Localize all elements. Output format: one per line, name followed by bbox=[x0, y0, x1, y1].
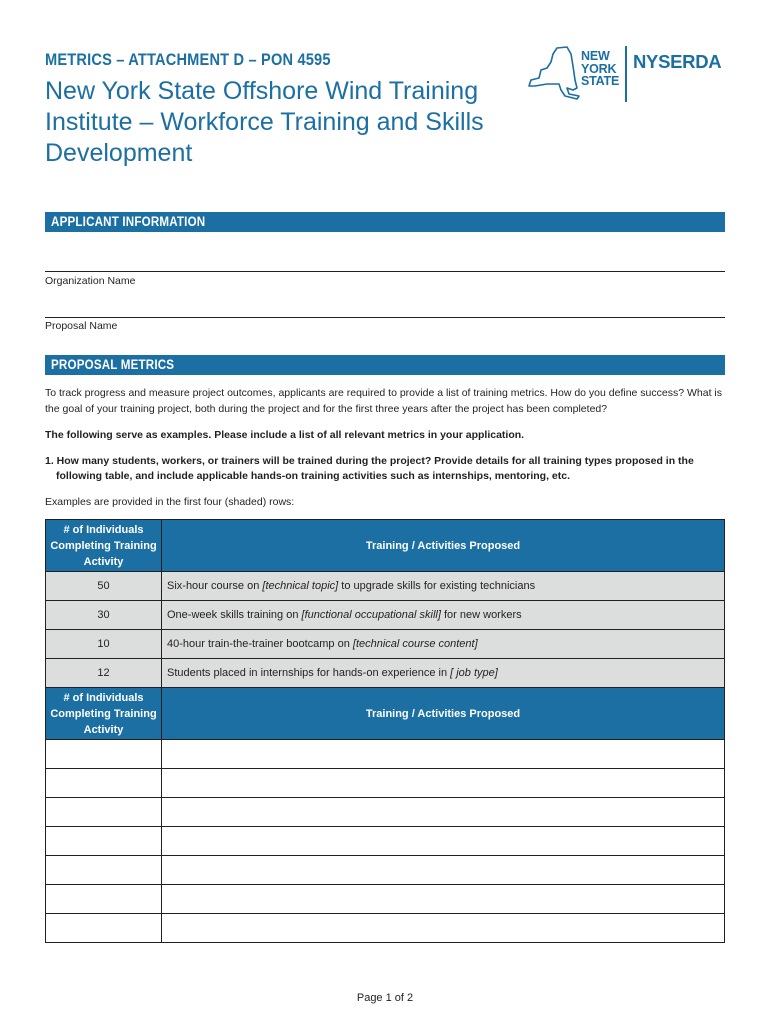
blank-row bbox=[46, 798, 725, 827]
activity-cell[interactable] bbox=[162, 885, 725, 914]
individuals-count-cell[interactable] bbox=[46, 740, 162, 769]
activity-text: One-week skills training on bbox=[167, 609, 302, 621]
individuals-count-cell[interactable] bbox=[46, 798, 162, 827]
activity-cell[interactable] bbox=[162, 798, 725, 827]
example-row bbox=[46, 572, 725, 601]
table-header-row bbox=[46, 520, 725, 572]
page-title: New York State Offshore Wind Training Institute – Workforce Training and Skills Development bbox=[45, 77, 484, 167]
nys-line-3: STATE bbox=[581, 74, 620, 88]
metrics-section-title: PROPOSAL METRICS bbox=[51, 357, 175, 372]
activity-placeholder: [ job type] bbox=[450, 667, 498, 679]
activity-text-end: to upgrade skills for existing technicians bbox=[338, 580, 536, 592]
activity-cell[interactable] bbox=[162, 827, 725, 856]
metrics-intro: To track progress and measure project outcomes, applicants are required to provide a list of training metrics. How do you define success? What is the goal of your training project, both during the project and for the first three years after the project has been completed? bbox=[45, 387, 722, 415]
example-count: 10 bbox=[46, 630, 162, 659]
new-york-state-map-icon bbox=[527, 44, 583, 100]
proposal-name-label: Proposal Name bbox=[45, 320, 118, 332]
activity-text-end: for new workers bbox=[440, 609, 522, 621]
individuals-count-cell[interactable] bbox=[46, 914, 162, 943]
metrics-section-header bbox=[45, 355, 725, 375]
col-individuals-header: # of Individuals Completing Training Activity bbox=[46, 520, 162, 572]
nyserda-wordmark: NYSERDA bbox=[633, 51, 722, 72]
question-1-line-2: following table, and include applicable hands-on training activities such as internships, mentoring, etc. bbox=[56, 470, 570, 482]
individuals-count-cell[interactable] bbox=[46, 856, 162, 885]
activity-cell[interactable] bbox=[162, 740, 725, 769]
applicant-section-title: APPLICANT INFORMATION bbox=[51, 214, 206, 229]
activity-placeholder: [technical topic] bbox=[262, 580, 339, 592]
attachment-title: METRICS – ATTACHMENT D – PON 4595 bbox=[45, 50, 331, 69]
table-header-row-2 bbox=[46, 688, 725, 740]
example-row bbox=[46, 630, 725, 659]
blank-row bbox=[46, 827, 725, 856]
example-row bbox=[46, 601, 725, 630]
example-activity bbox=[162, 630, 725, 659]
activity-text: Six-hour course on bbox=[167, 580, 263, 592]
blank-row bbox=[46, 856, 725, 885]
organization-name-field[interactable] bbox=[45, 271, 725, 272]
activity-placeholder: [functional occupational skill] bbox=[301, 609, 441, 621]
activity-text: Students placed in internships for hands-on experience in bbox=[167, 667, 451, 679]
question-1-line-1: 1. How many students, workers, or trainers will be trained during the project? Provide details for all training types proposed in the bbox=[45, 455, 694, 467]
organization-name-label: Organization Name bbox=[45, 275, 136, 287]
col-individuals-header-2: # of Individuals Completing Training Activity bbox=[46, 688, 162, 740]
nys-line-1: NEW bbox=[581, 49, 610, 63]
shaded-rows-note: Examples are provided in the first four (shaded) rows: bbox=[45, 496, 295, 508]
example-count: 30 bbox=[46, 601, 162, 630]
activity-cell[interactable] bbox=[162, 914, 725, 943]
example-activity bbox=[162, 601, 725, 630]
example-count: 12 bbox=[46, 659, 162, 688]
blank-row bbox=[46, 914, 725, 943]
new-york-state-wordmark bbox=[581, 50, 619, 88]
individuals-count-cell[interactable] bbox=[46, 885, 162, 914]
example-count: 50 bbox=[46, 572, 162, 601]
nys-line-2: YORK bbox=[581, 61, 617, 76]
example-activity bbox=[162, 659, 725, 688]
logo-divider bbox=[625, 46, 627, 102]
question-1 bbox=[45, 454, 735, 484]
applicant-section-header bbox=[45, 212, 725, 232]
activity-placeholder: [technical course content] bbox=[352, 638, 478, 650]
activity-cell[interactable] bbox=[162, 769, 725, 798]
activity-cell[interactable] bbox=[162, 856, 725, 885]
activity-text: 40-hour train-the-trainer bootcamp on bbox=[167, 638, 353, 650]
examples-note: The following serve as examples. Please include a list of all relevant metrics in your application. bbox=[45, 429, 525, 441]
training-metrics-table bbox=[45, 519, 725, 943]
blank-row bbox=[46, 769, 725, 798]
nyserda-logo bbox=[527, 44, 727, 102]
example-activity bbox=[162, 572, 725, 601]
blank-row bbox=[46, 885, 725, 914]
individuals-count-cell[interactable] bbox=[46, 827, 162, 856]
individuals-count-cell[interactable] bbox=[46, 769, 162, 798]
col-activities-header-2: Training / Activities Proposed bbox=[162, 688, 725, 740]
proposal-name-field[interactable] bbox=[45, 317, 725, 318]
blank-row bbox=[46, 740, 725, 769]
page-number: Page 1 of 2 bbox=[356, 992, 414, 1004]
example-row bbox=[46, 659, 725, 688]
col-activities-header: Training / Activities Proposed bbox=[162, 520, 725, 572]
